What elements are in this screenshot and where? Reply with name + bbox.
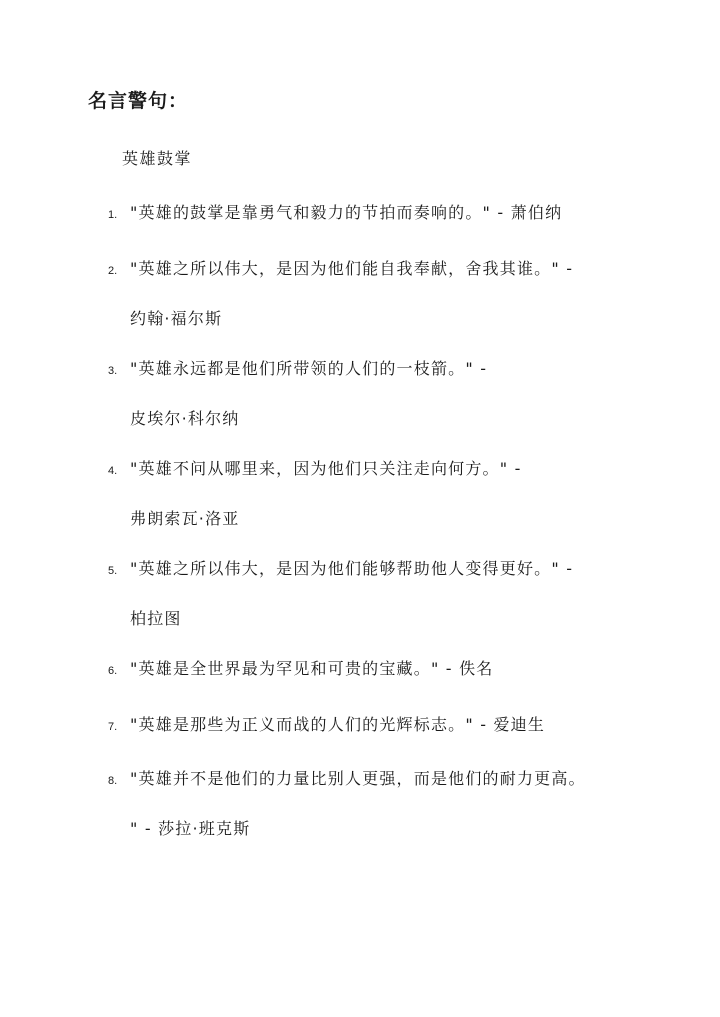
quote-text: "英雄之所以伟大，是因为他们能自我奉献，舍我其谁。" - (130, 259, 574, 278)
list-item-number: 6. (108, 665, 118, 677)
quote-text: "英雄是全世界最为罕见和可贵的宝藏。" - 佚名 (130, 659, 494, 678)
quote-text: "英雄永远都是他们所带领的人们的一枝箭。" - (130, 359, 488, 378)
list-item-number: 3. (108, 365, 118, 377)
list-item-number: 8. (108, 775, 118, 787)
quote-author: 柏拉图 (130, 609, 182, 628)
quote-text: "英雄的鼓掌是靠勇气和毅力的节拍而奏响的。" - 萧伯纳 (130, 203, 563, 222)
list-item-number: 2. (108, 265, 118, 277)
list-item-number: 5. (108, 565, 118, 577)
quote-author: " - 莎拉·班克斯 (130, 819, 251, 838)
quote-author: 皮埃尔·科尔纳 (130, 409, 240, 428)
quote-text: "英雄之所以伟大，是因为他们能够帮助他人变得更好。" - (130, 559, 574, 578)
quote-text: "英雄不问从哪里来，因为他们只关注走向何方。" - (130, 459, 522, 478)
list-item-number: 7. (108, 721, 118, 733)
list-item-number: 4. (108, 465, 118, 477)
quote-author: 约翰·福尔斯 (130, 309, 223, 328)
page-heading: 名言警句： (88, 90, 189, 112)
quote-author: 弗朗索瓦·洛亚 (130, 509, 240, 528)
quote-text: "英雄并不是他们的力量比别人更强，而是他们的耐力更高。 (130, 769, 586, 788)
quote-text: "英雄是那些为正义而战的人们的光辉标志。" - 爱迪生 (130, 715, 546, 734)
section-subtitle: 英雄鼓掌 (122, 149, 193, 168)
list-item-number: 1. (108, 209, 118, 221)
